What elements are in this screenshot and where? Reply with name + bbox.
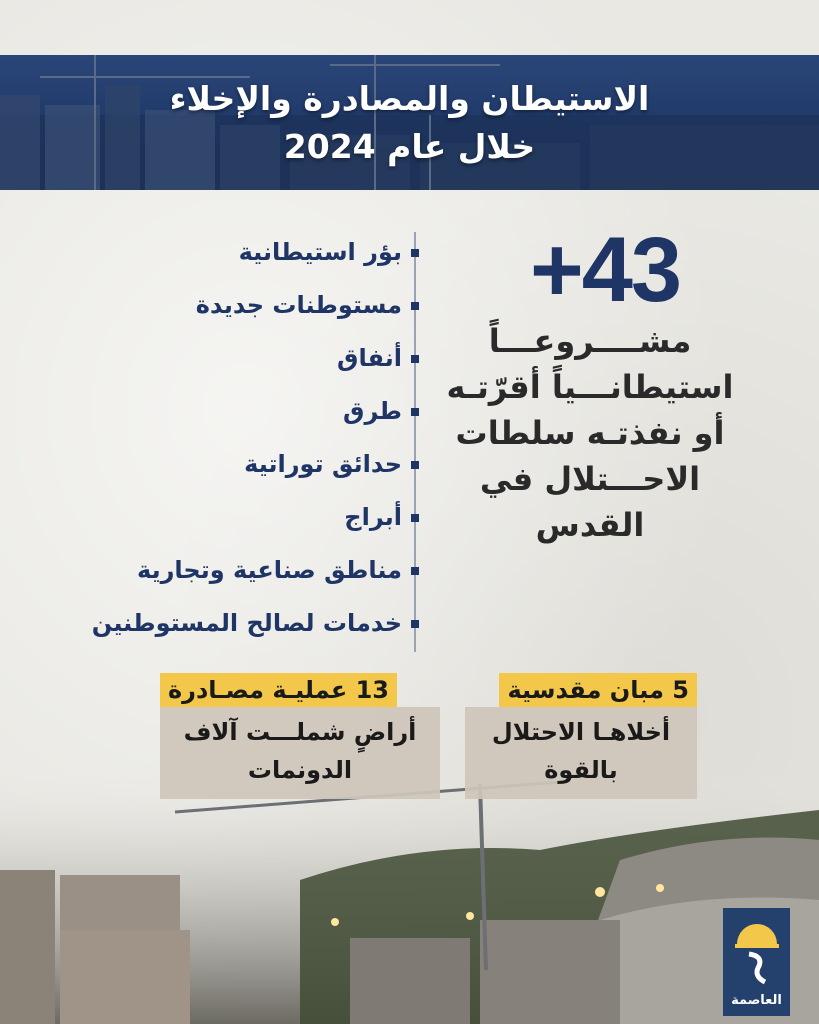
evacuation-line-2: بالقوة [544, 756, 618, 784]
confiscation-tag: 13 عمليـة مصـادرة [160, 673, 397, 707]
bullet-icon [411, 355, 419, 363]
bullet-icon [411, 620, 419, 628]
stat-description [440, 318, 740, 548]
stat-line-4: الاحـــتلال في [479, 460, 701, 498]
list-item [60, 336, 420, 389]
list-item [60, 548, 420, 601]
list-item [60, 283, 420, 336]
stat-line-5: القدس [535, 506, 645, 544]
list-item-label: حدائق توراتية [244, 450, 402, 478]
list-item [60, 442, 420, 495]
list-item-label: بؤر استيطانية [238, 238, 402, 266]
alasima-logo [723, 908, 790, 1016]
stat-line-3: أو نفذتـه سلطات [455, 414, 725, 452]
list-item [60, 389, 420, 442]
project-type-list [60, 230, 420, 654]
logo-label: العاصمة [731, 993, 782, 1008]
list-item-label: طرق [343, 397, 402, 425]
construction-scene-image [0, 770, 819, 1024]
title-line-1: الاستيطان والمصادرة والإخلاء [169, 79, 650, 118]
bullet-icon [411, 302, 419, 310]
list-item [60, 230, 420, 283]
stat-number: +43 [529, 219, 681, 321]
stat-line-1: مشــــروعـــاً [488, 322, 692, 360]
evacuation-box [465, 673, 697, 799]
confiscation-body [160, 707, 440, 799]
evacuation-line-1: أخلاهـا الاحتلال [491, 718, 671, 746]
bullet-icon [411, 408, 419, 416]
bullet-icon [411, 249, 419, 257]
list-item-label: أبراج [344, 503, 402, 531]
dome-icon [723, 908, 790, 988]
list-item [60, 601, 420, 654]
evacuation-tag: 5 مبان مقدسية [499, 673, 697, 707]
confiscation-line-1: أراضٍ شملـــت آلاف [183, 718, 417, 746]
bullet-icon [411, 514, 419, 522]
bullet-icon [411, 567, 419, 575]
list-item-label: خدمات لصالح المستوطنين [91, 609, 402, 637]
confiscation-box [160, 673, 440, 799]
stat-line-2: استيطانـــياً أقرّتـه [446, 368, 734, 406]
page-title [0, 75, 819, 171]
list-item-label: مستوطنات جديدة [195, 291, 402, 319]
list-item-label: أنفاق [337, 344, 402, 372]
list-item [60, 495, 420, 548]
confiscation-line-2: الدونمات [247, 756, 353, 784]
list-item-label: مناطق صناعية وتجارية [137, 556, 402, 584]
evacuation-body [465, 707, 697, 799]
title-line-2: خلال عام 2024 [283, 127, 536, 166]
header-banner [0, 55, 819, 190]
bullet-icon [411, 461, 419, 469]
